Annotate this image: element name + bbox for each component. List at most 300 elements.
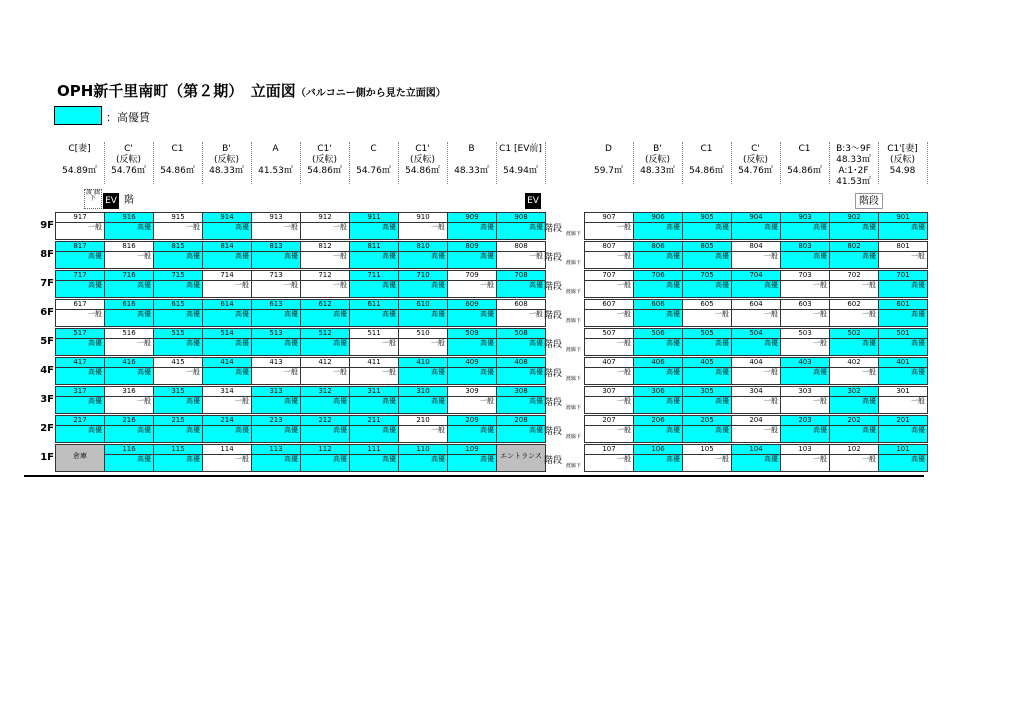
unit-area: 54.89㎡ [62, 166, 97, 176]
unit-type-label: 一般 [333, 223, 347, 231]
unit-type-label: 一般 [813, 397, 827, 405]
unit-number: 904 [732, 213, 780, 223]
corridor-cell: 渡廊下 [566, 318, 582, 324]
unit-cell [349, 357, 399, 385]
unit-cell [829, 357, 879, 385]
unit-type-label: 高優 [911, 339, 925, 347]
unit-number: 505 [683, 329, 731, 339]
unit-cell [682, 212, 732, 240]
unit-number: 810 [399, 242, 447, 252]
unit-type-label: 高優 [186, 281, 200, 289]
unit-type-label: 高優 [235, 252, 249, 260]
unit-cell [300, 299, 350, 327]
unit-type-label: 高優 [382, 252, 396, 260]
unit-type-label: 一般 [617, 368, 631, 376]
unit-type-label: 高優 [480, 368, 494, 376]
unit-number: 414 [203, 358, 251, 368]
unit-type-label: 高優 [382, 455, 396, 463]
unit-type-label: 高優 [764, 455, 778, 463]
unit-type-label: 一般 [333, 281, 347, 289]
unit-number: 403 [781, 358, 829, 368]
unit-number: 208 [497, 416, 545, 426]
unit-type-label: 高優 [715, 252, 729, 260]
title-main: OPH新千里南町（第２期） 立面図 [57, 82, 296, 100]
unit-type-label: 一般 [284, 223, 298, 231]
unit-type-label: 高優 [235, 223, 249, 231]
unit-number: 306 [634, 387, 682, 397]
unit-number: 209 [448, 416, 496, 426]
unit-type-label: 高優 [715, 368, 729, 376]
unit-type-label: 高優 [862, 252, 876, 260]
unit-type-label: 一般 [911, 397, 925, 405]
cell-label: 倉庫 [73, 452, 87, 460]
unit-type-label: 高優 [764, 223, 778, 231]
unit-cell [55, 357, 105, 385]
unit-type-label: 高優 [529, 368, 543, 376]
unit-cell [153, 328, 203, 356]
unit-area: 59.7㎡ [593, 166, 624, 176]
unit-cell [251, 386, 301, 414]
unit-number: 412 [301, 358, 349, 368]
elevator-marker: EV [525, 193, 541, 209]
unit-number: 106 [634, 445, 682, 455]
unit-type-label: 高優 [137, 368, 151, 376]
unit-number: 316 [105, 387, 153, 397]
unit-number: 615 [154, 300, 202, 310]
unit-cell [398, 328, 448, 356]
unit-number: 111 [350, 445, 398, 455]
unit-cell [300, 357, 350, 385]
unit-number: 311 [350, 387, 398, 397]
unit-type-name: C' (反転) [115, 144, 142, 165]
unit-cell [153, 299, 203, 327]
unit-type-label: 一般 [813, 281, 827, 289]
unit-number: 713 [252, 271, 300, 281]
floor-label: 4F [40, 365, 54, 376]
unit-cell [829, 212, 879, 240]
unit-type-label: 高優 [186, 455, 200, 463]
unit-type-label: 高優 [480, 339, 494, 347]
unit-number: 701 [879, 271, 927, 281]
unit-type-label: 高優 [333, 397, 347, 405]
unit-cell [202, 444, 252, 472]
unit-type-label: 高優 [137, 426, 151, 434]
unit-cell [153, 212, 203, 240]
unit-type-label: 高優 [235, 426, 249, 434]
unit-cell [104, 415, 154, 443]
unit-number: 415 [154, 358, 202, 368]
unit-cell [398, 386, 448, 414]
unit-type-label: 一般 [382, 368, 396, 376]
unit-cell [878, 328, 928, 356]
unit-cell [682, 299, 732, 327]
unit-type-label: 高優 [911, 310, 925, 318]
unit-number: 204 [732, 416, 780, 426]
unit-type-label: 一般 [862, 455, 876, 463]
unit-cell [349, 415, 399, 443]
unit-type-name: B' (反転) [644, 144, 671, 165]
unit-type-label: 高優 [431, 252, 445, 260]
unit-type-label: 高優 [911, 426, 925, 434]
unit-number: 802 [830, 242, 878, 252]
unit-type-label: 一般 [186, 368, 200, 376]
unit-number: 407 [585, 358, 633, 368]
unit-number: 309 [448, 387, 496, 397]
unit-type-label: 高優 [666, 281, 680, 289]
unit-cell [251, 328, 301, 356]
unit-cell [780, 212, 830, 240]
unit-cell [398, 357, 448, 385]
unit-number: 607 [585, 300, 633, 310]
unit-type-label: 一般 [382, 339, 396, 347]
unit-cell [300, 328, 350, 356]
unit-type-label: 高優 [431, 397, 445, 405]
unit-number: 202 [830, 416, 878, 426]
unit-type-label: 高優 [813, 252, 827, 260]
unit-cell [584, 212, 634, 240]
unit-type-label: 高優 [284, 310, 298, 318]
corridor-cell: 渡廊下 [566, 260, 582, 266]
unit-cell [300, 386, 350, 414]
unit-number: 502 [830, 329, 878, 339]
unit-area: 54.76㎡ [738, 166, 773, 176]
unit-type-label: 一般 [715, 455, 729, 463]
stairwell-cell: 階段 [543, 340, 562, 350]
unit-cell [878, 415, 928, 443]
unit-cell [447, 241, 497, 269]
unit-type-label: 高優 [186, 310, 200, 318]
unit-number: 706 [634, 271, 682, 281]
unit-number: 910 [399, 213, 447, 223]
unit-cell [878, 212, 928, 240]
unit-number: 511 [350, 329, 398, 339]
unit-number: 201 [879, 416, 927, 426]
unit-type-label: 高優 [529, 339, 543, 347]
unit-type-label: 一般 [764, 310, 778, 318]
unit-type-label: 一般 [333, 252, 347, 260]
unit-area: 48.33㎡ [454, 166, 489, 176]
unit-type-label: 高優 [666, 368, 680, 376]
unit-cell [731, 212, 781, 240]
unit-cell [202, 328, 252, 356]
unit-type-label: 一般 [813, 310, 827, 318]
unit-cell [398, 270, 448, 298]
unit-number: 815 [154, 242, 202, 252]
unit-type-name: C1' (反転) [311, 144, 338, 165]
floor-label: 5F [40, 336, 54, 347]
unit-cell [682, 328, 732, 356]
unit-type-label: 一般 [186, 223, 200, 231]
unit-area: 54.86㎡ [307, 166, 342, 176]
unit-cell [55, 270, 105, 298]
unit-number: 411 [350, 358, 398, 368]
unit-type-label: 高優 [333, 455, 347, 463]
unit-type-label: 高優 [813, 426, 827, 434]
unit-cell [682, 270, 732, 298]
unit-cell [633, 386, 683, 414]
unit-cell [496, 270, 546, 298]
unit-number: 105 [683, 445, 731, 455]
header-divider [927, 142, 928, 184]
unit-cell [633, 241, 683, 269]
unit-type-label: 一般 [431, 223, 445, 231]
stairwell-cell: 階段 [543, 311, 562, 321]
unit-number: 907 [585, 213, 633, 223]
unit-type-label: 高優 [88, 426, 102, 434]
stairs-marker: 階 [120, 193, 138, 209]
stairwell-cell: 階段 [543, 253, 562, 263]
unit-type-label: 一般 [235, 397, 249, 405]
unit-type-label: 一般 [617, 281, 631, 289]
stairwell-cell: 階段 [543, 456, 562, 466]
unit-type-label: 高優 [186, 339, 200, 347]
unit-number: 211 [350, 416, 398, 426]
unit-number: 515 [154, 329, 202, 339]
floor-label: 3F [40, 394, 54, 405]
elevator-marker: EV [103, 193, 119, 209]
unit-type-label: 高優 [333, 426, 347, 434]
unit-number: 207 [585, 416, 633, 426]
unit-type-name: B' (反転) [213, 144, 240, 165]
unit-cell [496, 386, 546, 414]
unit-type-name: B:3～9F 48.33㎡ [836, 144, 871, 165]
unit-number: 406 [634, 358, 682, 368]
unit-cell [349, 386, 399, 414]
unit-number: 909 [448, 213, 496, 223]
unit-cell [300, 212, 350, 240]
unit-cell [633, 299, 683, 327]
unit-number: 711 [350, 271, 398, 281]
unit-number: 616 [105, 300, 153, 310]
page-title [57, 80, 446, 101]
unit-number: 516 [105, 329, 153, 339]
stairwell-cell: 階段 [543, 398, 562, 408]
unit-cell [584, 241, 634, 269]
unit-type-label: 一般 [617, 455, 631, 463]
unit-number: 812 [301, 242, 349, 252]
unit-cell [104, 212, 154, 240]
unit-cell [496, 241, 546, 269]
unit-number: 101 [879, 445, 927, 455]
unit-cell [878, 357, 928, 385]
unit-type-label: 高優 [715, 397, 729, 405]
unit-cell [829, 386, 879, 414]
unit-number: 404 [732, 358, 780, 368]
unit-cell [398, 241, 448, 269]
unit-number: 304 [732, 387, 780, 397]
unit-cell [104, 299, 154, 327]
unit-number: 901 [879, 213, 927, 223]
unit-type-label: 高優 [911, 368, 925, 376]
unit-number: 917 [56, 213, 104, 223]
unit-cell [202, 299, 252, 327]
unit-cell [153, 357, 203, 385]
unit-number: 612 [301, 300, 349, 310]
unit-cell [398, 212, 448, 240]
unit-cell [731, 299, 781, 327]
unit-area: 48.33㎡ [209, 166, 244, 176]
unit-number: 603 [781, 300, 829, 310]
unit-type-name: C[妻] [68, 144, 91, 154]
unit-cell [633, 212, 683, 240]
unit-number: 914 [203, 213, 251, 223]
unit-type-label: 一般 [764, 368, 778, 376]
unit-cell [398, 299, 448, 327]
unit-type-label: 高優 [862, 426, 876, 434]
unit-type-label: 高優 [666, 455, 680, 463]
legend-label: ：高優賃 [106, 111, 150, 124]
unit-cell [251, 444, 301, 472]
unit-cell [878, 270, 928, 298]
unit-number: 604 [732, 300, 780, 310]
unit-cell [251, 212, 301, 240]
unit-cell [55, 415, 105, 443]
unit-number: 915 [154, 213, 202, 223]
unit-cell [584, 270, 634, 298]
unit-cell [251, 270, 301, 298]
unit-cell [202, 386, 252, 414]
unit-type-label: 高優 [137, 310, 151, 318]
unit-type-label: 一般 [88, 310, 102, 318]
unit-type-label: 一般 [911, 252, 925, 260]
unit-cell [55, 328, 105, 356]
unit-cell [202, 357, 252, 385]
unit-type-name: C1 [798, 144, 811, 154]
unit-type-label: 一般 [88, 223, 102, 231]
unit-number: 206 [634, 416, 682, 426]
unit-number: 410 [399, 358, 447, 368]
unit-number: 409 [448, 358, 496, 368]
unit-number: 808 [497, 242, 545, 252]
unit-area: 54.76㎡ [111, 166, 146, 176]
unit-cell [633, 357, 683, 385]
unit-cell [251, 241, 301, 269]
unit-number: 302 [830, 387, 878, 397]
unit-type-label: 一般 [137, 252, 151, 260]
unit-type-label: 一般 [764, 252, 778, 260]
unit-cell [780, 444, 830, 472]
legend-swatch [54, 106, 102, 125]
unit-cell [251, 415, 301, 443]
unit-type-label: 高優 [666, 397, 680, 405]
unit-number: 601 [879, 300, 927, 310]
unit-cell [300, 415, 350, 443]
unit-number: 709 [448, 271, 496, 281]
unit-number: 807 [585, 242, 633, 252]
unit-type-name: C1' (反転) [409, 144, 436, 165]
unit-type-label: 高優 [480, 223, 494, 231]
unit-cell [349, 241, 399, 269]
unit-number: 707 [585, 271, 633, 281]
unit-number: 804 [732, 242, 780, 252]
unit-type-label: 高優 [137, 223, 151, 231]
unit-type-label: 一般 [862, 281, 876, 289]
unit-cell [584, 444, 634, 472]
unit-cell [731, 357, 781, 385]
corridor-cell: 渡廊下 [566, 347, 582, 353]
unit-cell [682, 444, 732, 472]
unit-type-label: 高優 [284, 426, 298, 434]
unit-cell [633, 444, 683, 472]
unit-cell [584, 328, 634, 356]
unit-cell [878, 299, 928, 327]
unit-number: 307 [585, 387, 633, 397]
unit-cell [349, 328, 399, 356]
floor-label: 6F [40, 307, 54, 318]
unit-type-label: 高優 [88, 397, 102, 405]
unit-cell [780, 415, 830, 443]
unit-type-label: 高優 [284, 252, 298, 260]
unit-type-label: 一般 [137, 339, 151, 347]
unit-number: 210 [399, 416, 447, 426]
unit-number: 102 [830, 445, 878, 455]
unit-type-label: 高優 [480, 252, 494, 260]
unit-type-label: 高優 [431, 455, 445, 463]
unit-cell [878, 444, 928, 472]
unit-type-label: 高優 [137, 281, 151, 289]
unit-number: 317 [56, 387, 104, 397]
unit-type-label: 高優 [529, 223, 543, 231]
unit-type-label: 高優 [666, 339, 680, 347]
unit-type-label: 高優 [666, 310, 680, 318]
unit-type-name: A [272, 144, 279, 154]
unit-number: 609 [448, 300, 496, 310]
unit-number: 303 [781, 387, 829, 397]
unit-type-label: 高優 [480, 426, 494, 434]
unit-area: A:1･2F 41.53㎡ [836, 166, 871, 187]
unit-type-label: 高優 [382, 310, 396, 318]
unit-cell [104, 328, 154, 356]
unit-cell [584, 386, 634, 414]
unit-number: 913 [252, 213, 300, 223]
unit-number: 716 [105, 271, 153, 281]
unit-number: 906 [634, 213, 682, 223]
corridor-marker: 渡 廊下 [84, 189, 102, 209]
unit-type-label: 高優 [764, 339, 778, 347]
unit-cell [731, 241, 781, 269]
unit-type-label: 高優 [186, 397, 200, 405]
unit-area: 54.98 [889, 166, 916, 176]
unit-number: 803 [781, 242, 829, 252]
stairwell-cell: 階段 [543, 224, 562, 234]
unit-number: 417 [56, 358, 104, 368]
unit-cell [878, 241, 928, 269]
unit-number: 116 [105, 445, 153, 455]
unit-type-label: 高優 [88, 339, 102, 347]
unit-number: 811 [350, 242, 398, 252]
unit-type-label: 高優 [715, 426, 729, 434]
unit-cell [780, 299, 830, 327]
stairwell-cell: 階段 [543, 282, 562, 292]
floor-label: 2F [40, 423, 54, 434]
unit-type-label: 一般 [617, 397, 631, 405]
unit-number: 401 [879, 358, 927, 368]
unit-cell [349, 212, 399, 240]
unit-number: 112 [301, 445, 349, 455]
unit-number: 605 [683, 300, 731, 310]
unit-type-label: 高優 [137, 455, 151, 463]
unit-type-name: C1 [171, 144, 184, 154]
corridor-cell: 渡廊下 [566, 231, 582, 237]
unit-cell [104, 357, 154, 385]
unit-cell [447, 270, 497, 298]
unit-number: 113 [252, 445, 300, 455]
unit-type-name: C [370, 144, 377, 154]
unit-number: 903 [781, 213, 829, 223]
unit-type-label: 高優 [382, 426, 396, 434]
unit-number: 114 [203, 445, 251, 455]
unit-number: 705 [683, 271, 731, 281]
